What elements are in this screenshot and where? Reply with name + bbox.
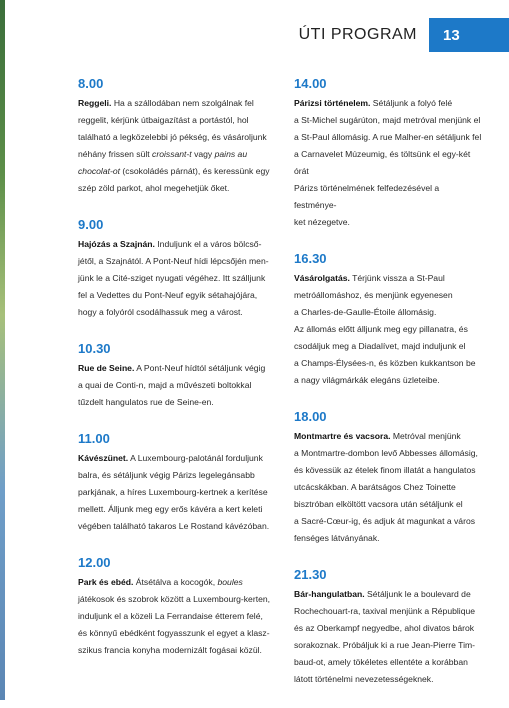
text-run: a St-Paul állomásig. A rue Malher-en sétáljunk fel [294,132,482,142]
entry-heading: Párizsi történelem. [294,98,371,108]
text-run: mellett. Álljunk meg egy erős kávéra a kert keleti [78,504,263,514]
schedule-entry [78,76,278,197]
entry-heading: Hajózás a Szajnán. [78,239,155,249]
text-run: metróállomáshoz, és menjünk egyenesen [294,290,453,300]
text-run: szikus francia konyha modernizált fogásai közül. [78,645,262,655]
schedule-entry [294,251,484,389]
text-run: és könnyű ebédként fogyasszunk el egyet a klasz- [78,628,270,638]
text-run: szép zöld parkot, ahol megehetjük őket. [78,183,230,193]
schedule-description [294,428,484,547]
schedule-entry [294,409,484,547]
schedule-time: 12.00 [78,555,111,570]
text-run: vagy [191,149,215,159]
schedule-time: 14.00 [294,76,327,91]
schedule-description [78,95,278,197]
page-edge-photo-strip [0,0,5,700]
text-run: Párizs történelmének felfedezésével a festménye- [294,183,440,210]
text-run: és az Oberkampf negyedbe, ahol divatos bárok [294,623,475,633]
text-run: Átsétálva a kocogók, [133,577,218,587]
schedule-time: 18.00 [294,409,327,424]
text-run: Sétáljunk a folyó felé [370,98,453,108]
entry-heading: Rue de Seine. [78,363,135,373]
text-run: és kövessük az ételek finom illatát a hangulatos [294,465,476,475]
schedule-time: 11.00 [78,431,110,446]
schedule-entry [294,76,484,231]
text-run: pains au [214,149,248,159]
text-run: található a legközelebbi jó pékség, és vásároljunk [78,132,267,142]
schedule-description [78,574,278,659]
text-run: Metróval menjünk [390,431,461,441]
text-run: sorakoznak. Próbáljuk ki a rue Jean-Pierre Tim- [294,640,476,650]
text-run: a St-Michel sugárúton, majd metróval menjünk el [294,115,481,125]
schedule-description [294,270,484,389]
text-run: látott történelmi nevezetességeknek. [294,674,434,684]
text-run: Ha a szállodában nem szolgálnak fel [111,98,254,108]
entry-heading: Reggeli. [78,98,112,108]
schedule-time: 8.00 [78,76,104,91]
text-run: baud-ot, amely tökéletes ellentéte a korábban [294,657,468,667]
schedule-description [78,360,278,411]
schedule-time: 9.00 [78,217,104,232]
schedule-entry [294,567,484,688]
itinerary-columns [78,76,488,708]
text-run: végében található takaros Le Rostand kávézóban. [78,521,270,531]
text-run: utcácskákban. A barátságos Chez Toinette [294,482,456,492]
schedule-time: 21.30 [294,567,327,582]
schedule-entry [78,555,278,659]
schedule-entry [78,341,278,411]
entry-heading: Montmartre és vacsora. [294,431,391,441]
schedule-entry [78,431,278,535]
schedule-description [78,236,278,321]
text-run: chocolat-ot [78,166,121,176]
text-run: a Carnavelet Múzeumig, és töltsünk el egy-két órát [294,149,471,176]
text-run: (csokoládés párnát), és keressünk egy [120,166,270,176]
text-run: Sétáljunk le a boulevard de [364,589,471,599]
text-run: tűzdelt hangulatos rue de Seine-en. [78,397,214,407]
text-run: csodáljuk meg a Diadalívet, majd induljunk el [294,341,466,351]
page-header [299,18,509,52]
schedule-description [294,586,484,688]
text-run: ket nézegetve. [294,217,350,227]
text-run: a Champs-Élysées-n, és közben kukkantson be [294,358,476,368]
itinerary-left-column [78,76,278,708]
schedule-time: 10.30 [78,341,111,356]
text-run: játékosok és szobrok között a Luxembourg-kerten, [78,594,271,604]
text-run: boules [217,577,243,587]
text-run: a Charles-de-Gaulle-Étoile állomásig. [294,307,437,317]
text-run: hogy a folyóról csodálhassuk meg a várost. [78,307,243,317]
schedule-entry [78,217,278,321]
text-run: induljunk el a közeli La Ferrandaise étterem felé, [78,611,263,621]
text-run: reggelit, kérjünk útbaigazítást a portástól, hol [78,115,249,125]
text-run: a quai de Conti-n, majd a művészeti boltokkal [78,380,252,390]
text-run: balra, és sétáljunk végig Párizs legelegánsabb [78,470,255,480]
entry-heading: Kávészünet. [78,453,129,463]
entry-heading: Bár-hangulatban. [294,589,365,599]
text-run: a nagy világmárkák elegáns üzleteibe. [294,375,440,385]
text-run: croissant-t [152,149,192,159]
schedule-description [78,450,278,535]
entry-heading: Vásárolgatás. [294,273,350,283]
text-run: Induljunk el a város bölcső- [154,239,262,249]
text-run: a Sacré-Cœur-ig, és adjuk át magunkat a város [294,516,476,526]
text-run: A Pont-Neuf hídtól sétáljunk végig [134,363,266,373]
text-run: jünk le a Cité-sziget nyugati végéhez. Itt szálljunk [78,273,266,283]
text-run: jétől, a Szajnától. A Pont-Neuf hídi lépcsőjén men- [78,256,269,266]
text-run: fenséges látványának. [294,533,380,543]
text-run: parkjának, a híres Luxembourg-kertnek a kerítése [78,487,268,497]
schedule-time: 16.30 [294,251,327,266]
text-run: néhány frissen sült [78,149,153,159]
page-number-badge [429,18,509,52]
text-run: fel a Vedettes du Pont-Neuf egyik sétahajójára, [78,290,258,300]
section-title: ÚTI PROGRAM [298,26,417,43]
entry-heading: Park és ebéd. [78,577,134,587]
text-run: Térjünk vissza a St-Paul [349,273,445,283]
schedule-description [294,95,484,231]
itinerary-right-column [286,76,484,708]
text-run: A Luxembourg-palotánál forduljunk [128,453,263,463]
text-run: bisztróban elköltött vacsora után sétáljunk el [294,499,463,509]
page-number: 13 [443,26,460,44]
text-run: a Montmartre-dombon levő Abbesses állomásig, [294,448,478,458]
text-run: Az állomás előtt álljunk meg egy pillanatra, és [294,324,468,334]
text-run: Rochechouart-ra, taxival menjünk a République [294,606,476,616]
